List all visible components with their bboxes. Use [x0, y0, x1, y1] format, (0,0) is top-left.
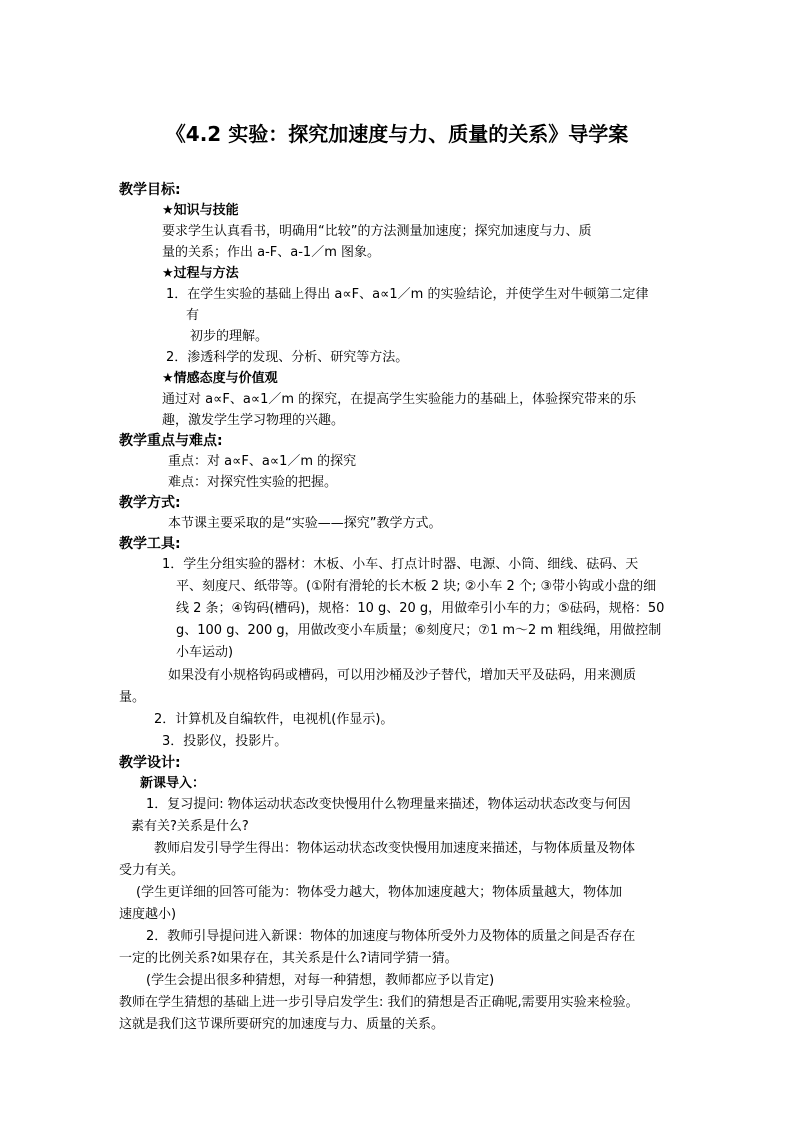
knowledge-line-1: 要求学生认真看书，明确用“比较”的方法测量加速度；探究加速度与力、质	[162, 224, 592, 239]
student-guess-note: (学生会提出很多种猜想，对每一种猜想，教师都应予以肯定)	[146, 973, 495, 988]
method-text: 本节课主要采取的是“实验——探究”教学方式。	[168, 516, 442, 531]
review-question-line-1: 1．复习提问: 物体运动状态改变快慢用什么物理量来描述，物体运动状态改变与何因	[146, 797, 631, 812]
teacher-guide-line-2: 受力有关。	[119, 863, 185, 878]
intro-heading: 新课导入：	[140, 776, 206, 791]
document-title: 《4.2 实验：探究加速度与力、质量的关系》导学案	[165, 122, 629, 146]
tools-item-1-line-1: 1．学生分组实验的器材：木板、小车、打点计时器、电源、小筒、细线、砝码、天	[162, 557, 639, 572]
emotion-values-heading: ★情感态度与价值观	[162, 371, 278, 386]
knowledge-skills-heading: ★知识与技能	[162, 203, 239, 218]
key-point: 重点：对 a∝F、a∝1／m 的探究	[168, 454, 357, 469]
tools-item-2: 2．计算机及自编软件，电视机(作显示)。	[154, 712, 394, 727]
new-lesson-question-line-1: 2．教师引导提问进入新课：物体的加速度与物体所受外力及物体的质量之间是否存在	[146, 929, 636, 944]
process-method-heading: ★过程与方法	[162, 266, 239, 281]
difficult-point: 难点：对探究性实验的把握。	[168, 475, 338, 490]
tools-item-1-line-5: 小车运动)	[176, 645, 234, 660]
new-lesson-question-line-2: 一定的比例关系?如果存在，其关系是什么?请同学猜一猜。	[119, 951, 458, 966]
tools-alt-line-1: 如果没有小规格钩码或槽码，可以用沙桶及沙子替代，增加天平及砝码，用来测质	[168, 668, 637, 683]
student-answer-line-1: (学生更详细的回答可能为：物体受力越大，物体加速度越大；物体质量越大，物体加	[136, 885, 623, 900]
process-item-1-line-1: 1．在学生实验的基础上得出 a∝F、a∝1／m 的实验结论，并使学生对牛顿第二定律	[166, 287, 649, 302]
tools-item-1-line-4: g、100 g、200 g，用做改变小车质量；⑥刻度尺；⑦1 m～2 m 粗线绳，用做控制	[176, 623, 662, 638]
process-item-1-line-3: 初步的理解。	[190, 329, 269, 344]
process-item-2: 2．渗透科学的发现、分析、研究等方法。	[166, 350, 409, 365]
teacher-guide-line-1: 教师启发引导学生得出：物体运动状态改变快慢用加速度来描述，与物体质量及物体	[154, 841, 636, 856]
student-answer-line-2: 速度越小)	[119, 907, 177, 922]
keypoints-heading: 教学重点与难点:	[119, 433, 223, 449]
emotion-line-2: 趣，激发学生学习物理的兴趣。	[162, 413, 345, 428]
emotion-line-1: 通过对 a∝F、a∝1／m 的探究，在提高学生实验能力的基础上，体验探究带来的乐	[162, 392, 637, 407]
objectives-heading: 教学目标:	[119, 182, 181, 198]
review-question-line-2: 素有关?关系是什么?	[131, 819, 249, 834]
process-item-1-line-2: 有	[186, 308, 200, 323]
knowledge-line-2: 量的关系；作出 a-F、a-1／m 图象。	[162, 245, 380, 260]
conclusion-line-2: 这就是我们这节课所要研究的加速度与力、质量的关系。	[119, 1017, 445, 1032]
tools-item-1-line-2: 平、刻度尺、纸带等。(①附有滑轮的长木板 2 块; ②小车 2 个; ③带小钩或小盘的细	[176, 579, 657, 594]
tools-heading: 教学工具:	[119, 536, 181, 552]
tools-item-1-line-3: 线 2 条；④钩码(槽码)，规格：10 g、20 g，用做牵引小车的力；⑤砝码，规格：50	[176, 601, 665, 616]
conclusion-line-1: 教师在学生猜想的基础上进一步引导启发学生: 我们的猜想是否正确呢,需要用实验来检验。	[119, 995, 639, 1010]
tools-item-3: 3．投影仪，投影片。	[162, 734, 288, 749]
design-heading: 教学设计:	[119, 755, 181, 771]
tools-alt-line-2: 量。	[119, 690, 146, 705]
method-heading: 教学方式:	[119, 495, 181, 511]
